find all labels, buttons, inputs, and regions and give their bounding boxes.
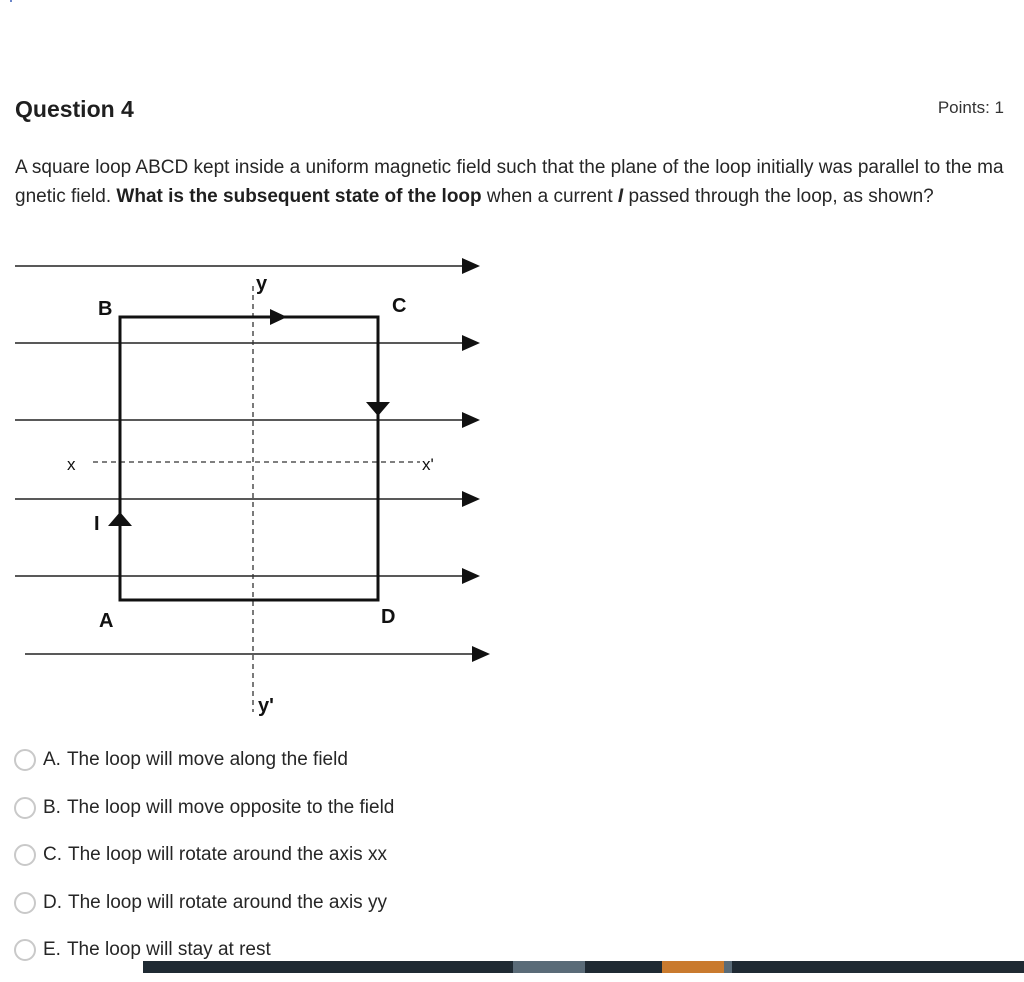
question-text-part1: A square loop ABCD kept inside a uniform magnetic field such that the plane of the loop initially was parallel to the magnetic field.: [15, 157, 1004, 207]
taskbar-segment: [143, 961, 513, 973]
label-x-left: x: [67, 455, 76, 474]
question-text-bold: What is the subsequent state of the loop: [116, 186, 482, 207]
field-arrow-head: [472, 646, 490, 662]
field-arrow-head: [462, 491, 480, 507]
option-text: The loop will rotate around the axis xx: [68, 844, 387, 865]
current-arrow-left: [108, 512, 132, 526]
option-b[interactable]: [14, 792, 394, 824]
taskbar-segment: [585, 961, 662, 973]
radio-button[interactable]: [14, 892, 36, 914]
field-arrow-head: [462, 335, 480, 351]
option-letter: C.: [43, 844, 62, 865]
field-arrow-head: [462, 568, 480, 584]
option-c[interactable]: [14, 839, 394, 871]
radio-button[interactable]: [14, 844, 36, 866]
label-a: A: [99, 610, 114, 632]
option-letter: A.: [43, 749, 61, 770]
question-text: [15, 153, 1010, 211]
field-arrow-head: [462, 258, 480, 274]
option-letter: B.: [43, 796, 61, 818]
current-arrow-top: [270, 309, 287, 325]
loop-diagram-svg: [0, 250, 520, 720]
label-d: D: [381, 606, 396, 628]
option-d[interactable]: [14, 887, 394, 919]
label-c: C: [392, 295, 407, 317]
radio-button[interactable]: [14, 939, 36, 961]
label-x-right: x': [422, 455, 434, 474]
question-title: Question 4: [15, 96, 134, 122]
current-arrow-right: [366, 402, 390, 416]
taskbar-segment: [724, 961, 732, 973]
question-text-part3: passed through the loop, as shown?: [623, 186, 934, 207]
taskbar-segment: [513, 961, 585, 973]
label-y-top: y: [256, 273, 268, 295]
field-arrow-head: [462, 412, 480, 428]
points-label: Points: 1: [937, 98, 1004, 117]
square-loop: [120, 317, 378, 600]
label-current: I: [94, 513, 100, 535]
question-text-part2: when a current: [481, 186, 618, 207]
taskbar-segment: [732, 961, 1024, 973]
answer-options: [14, 744, 394, 982]
edge-artifact: [10, 0, 12, 2]
option-text: The loop will move along the field: [66, 749, 348, 770]
option-text: The loop will move opposite to the field: [66, 796, 395, 818]
option-letter: E.: [43, 939, 61, 960]
taskbar-segment: [662, 961, 724, 973]
taskbar-strip: [0, 961, 1024, 973]
question-text-italic: I: [617, 186, 624, 207]
option-letter: D.: [43, 891, 62, 913]
option-text: The loop will stay at rest: [66, 939, 271, 960]
option-a[interactable]: [14, 744, 394, 776]
radio-button[interactable]: [14, 797, 36, 819]
label-b: B: [98, 298, 113, 320]
label-y-bottom: y': [258, 695, 274, 717]
loop-diagram: [0, 250, 520, 720]
radio-button[interactable]: [14, 749, 36, 771]
option-text: The loop will rotate around the axis yy: [68, 891, 387, 913]
